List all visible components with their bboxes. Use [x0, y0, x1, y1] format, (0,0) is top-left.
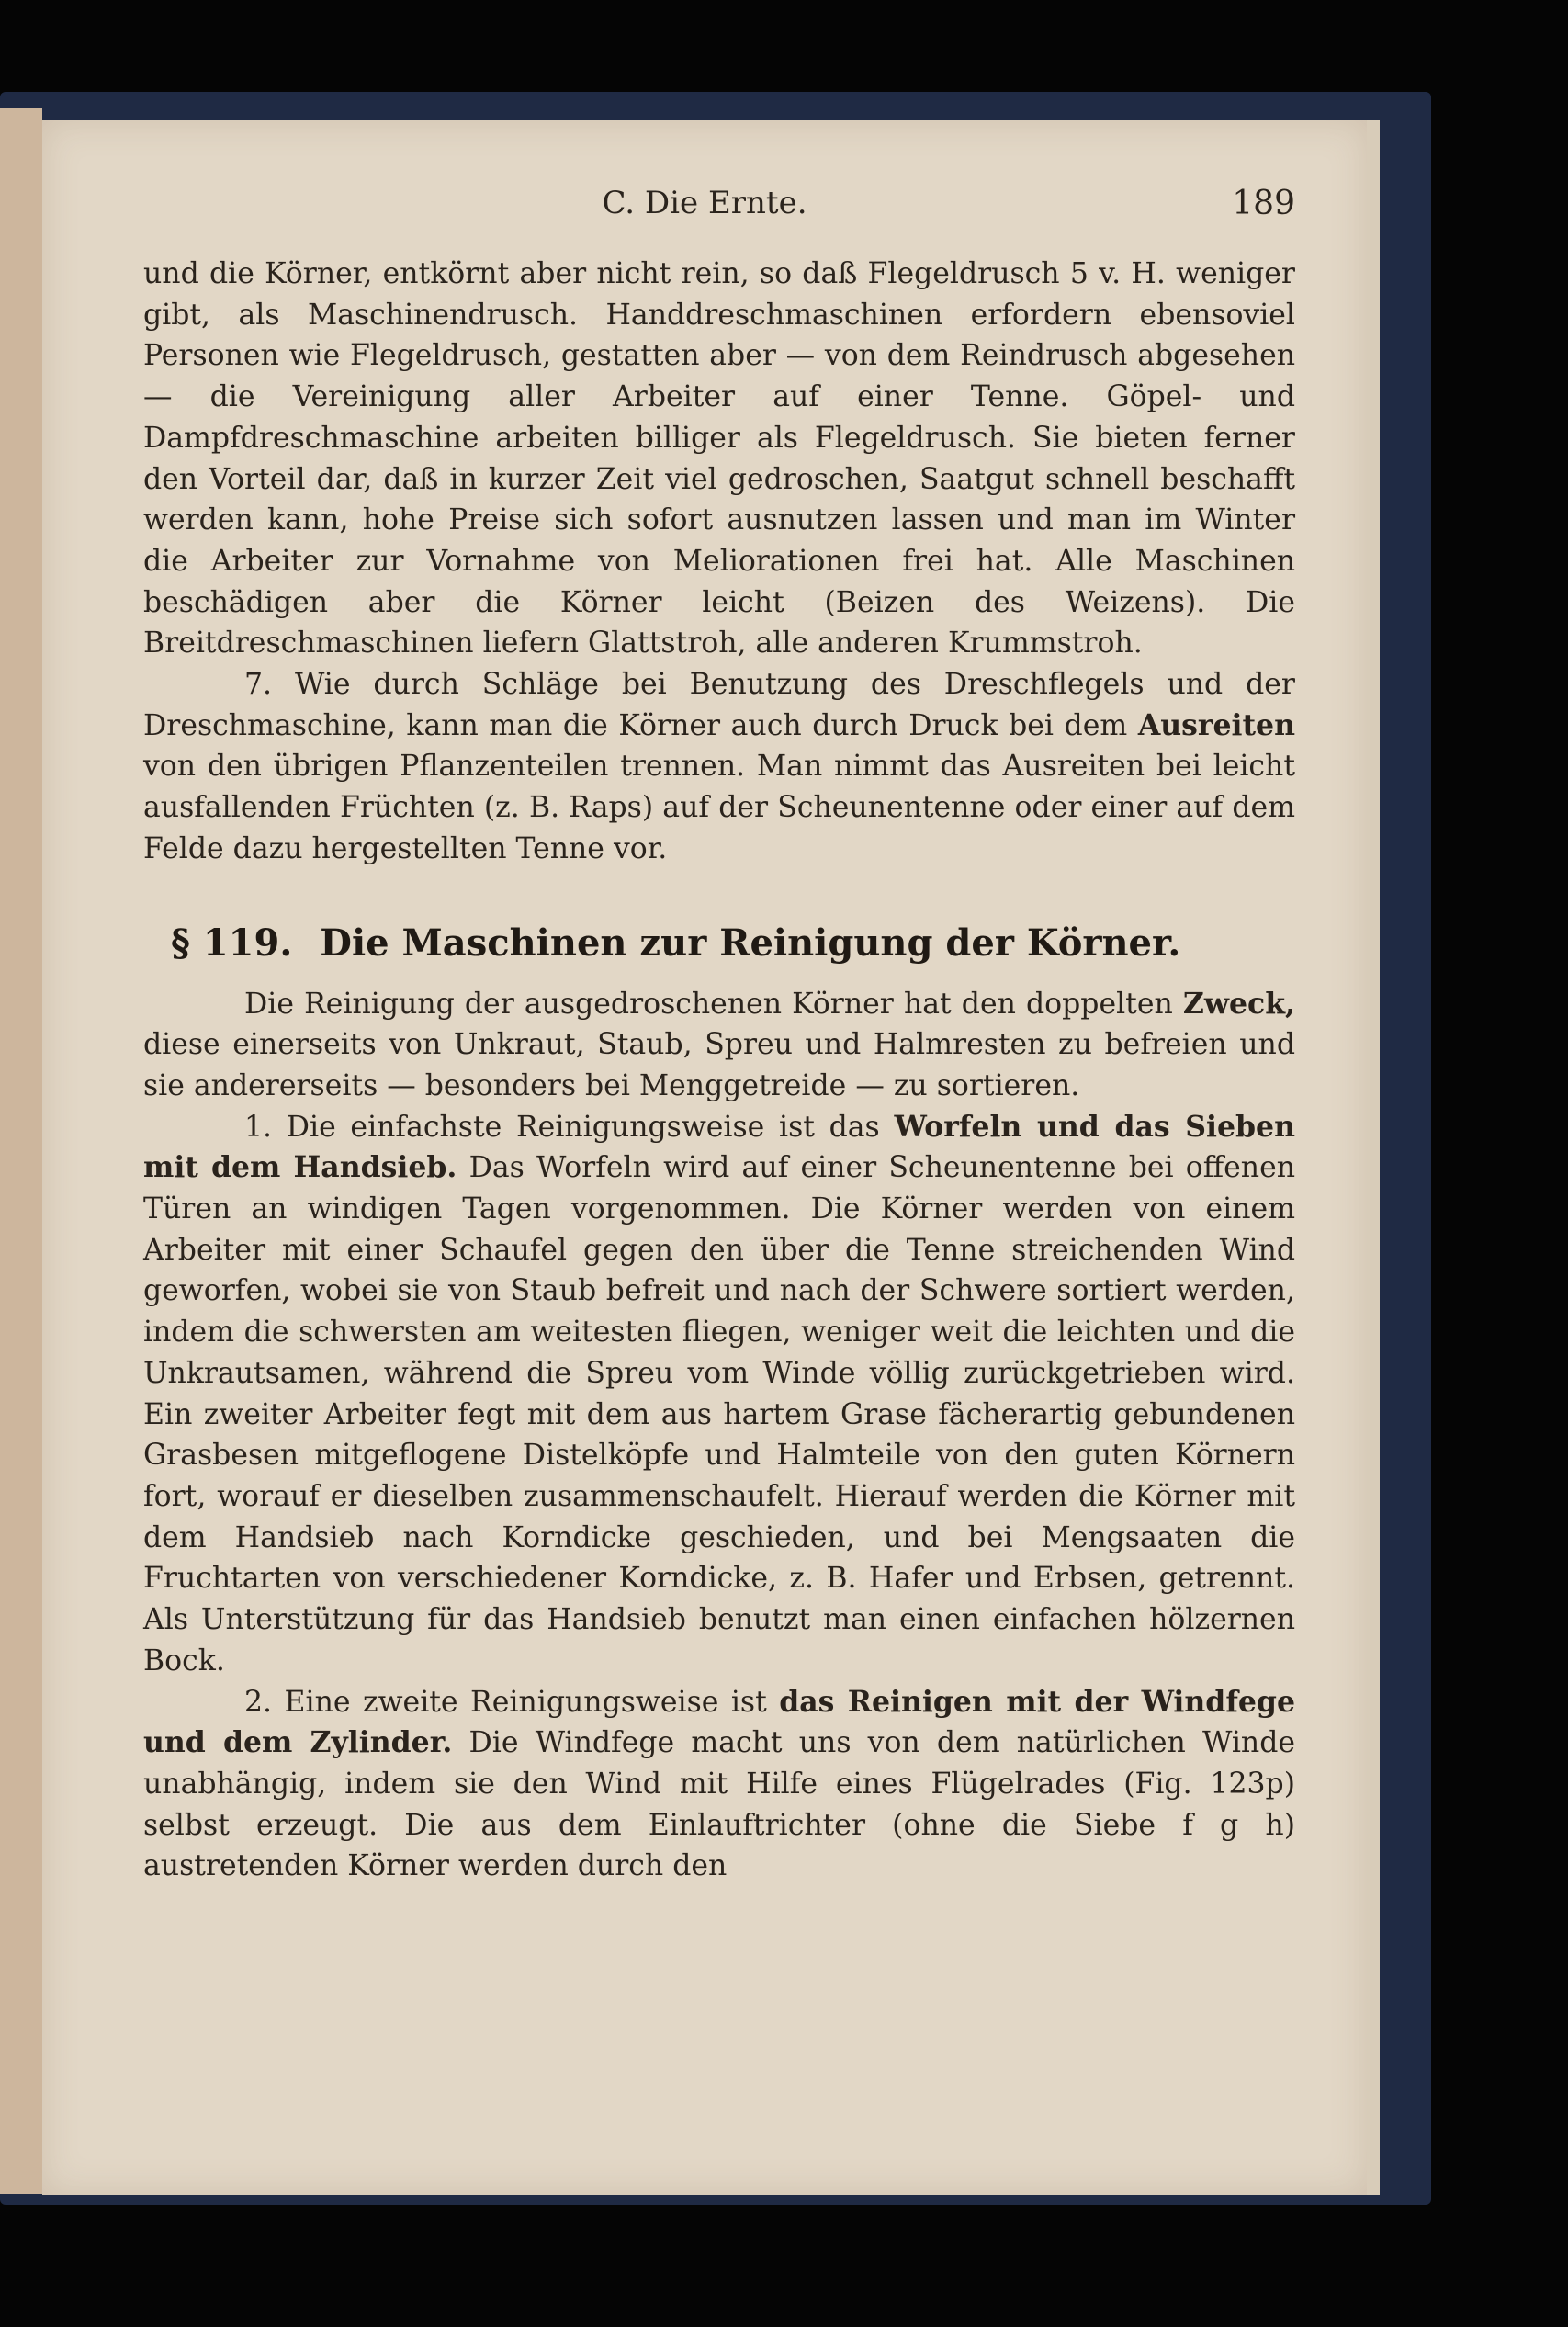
paragraph-3-emphasis: Zweck, — [1182, 986, 1295, 1021]
section-heading — [171, 920, 1295, 967]
paragraph-5-emphasis: das Reinigen mit der Windfege und dem Zylinder. — [143, 1684, 1295, 1760]
book-page — [42, 120, 1367, 2195]
paragraph-5-text-before: 2. Eine zweite Reinigungsweise ist — [244, 1685, 780, 1719]
paragraph-4-emphasis: Worfeln und das Sieben mit dem Handsieb. — [143, 1109, 1295, 1185]
paragraph-2-emphasis: Ausreiten — [1137, 707, 1295, 742]
running-head-title: C. Die Ernte. — [602, 185, 807, 221]
paragraph-2-text-after: von den übrigen Pflanzenteilen trennen. Man nimmt das Ausreiten bei leicht ausfallenden Früchten (z. B. Raps) auf der Scheunentenne oder einer auf dem Felde dazu hergestellten Tenne vor. — [143, 750, 1295, 865]
page-stack-edge — [1367, 120, 1380, 2195]
paragraph-3 — [143, 984, 1295, 1107]
paragraph-5-text-after: Die Windfege macht uns von dem natürlichen Winde unabhängig, indem sie den Wind mit Hilfe eines Flügelrades (Fig. 123p) selbst erzeugt. Die aus dem Einlauftrichter (ohne die Siebe f g h) austretenden Körner werden durch den — [143, 1726, 1295, 1883]
paragraph-2-text-before: 7. Wie durch Schläge bei Benutzung des Dreschflegels und der Dreschmaschine, kann man die Körner auch durch Druck bei dem — [143, 668, 1295, 742]
section-number: § 119. — [171, 921, 293, 965]
paragraph-4 — [143, 1107, 1295, 1682]
section-title: Die Maschinen zur Reinigung der Körner. — [320, 921, 1181, 965]
paragraph-3-text-before: Die Reinigung der ausgedroschenen Körner hat den doppelten — [244, 987, 1183, 1021]
paragraph-3-text-after: diese einerseits von Unkraut, Staub, Spreu und Halmresten zu befreien und sie andererseits — besonders bei Menggetreide — zu sortieren. — [143, 1028, 1295, 1102]
paragraph-1 — [143, 254, 1295, 664]
paragraph-4-text-after: Das Worfeln wird auf einer Scheunentenne bei offenen Türen an windigen Tagen vorgenommen. Die Körner werden von einem Arbeiter mit einer Schaufel gegen den über die Tenne streichenden Wind geworfen, wobei sie von Staub befreit und nach der Schwere sortiert werden, indem die schwersten am weitesten fliegen, weniger weit die leichten und die Unkrautsamen, während die Spreu vom Winde völlig zurückgetrieben wird. Ein zweiter Arbeiter fegt mit dem aus hartem Grase fächerartig gebundenen Grasbesen mitgeflogene Distelköpfe und Halmteile von den guten Körnern fort, worauf er dieselben zusammenschaufelt. Hierauf werden die Körner mit dem Handsieb nach Korndicke geschieden, und bei Mengsaaten die Fruchtarten von verschiedener Korndicke, z. B. Hafer und Erbsen, getrennt. Als Unterstützung für das Handsieb benutzt man einen einfachen hölzernen Bock. — [143, 1151, 1295, 1677]
paragraph-5 — [143, 1682, 1295, 1888]
previous-page-edge — [0, 108, 42, 2194]
paragraph-1-text: und die Körner, entkörnt aber nicht rein, so daß Flegeldrusch 5 v. H. weniger gibt, als Maschinendrusch. Handdreschmaschinen erfordern ebensoviel Personen wie Flegeldrusch, gestatten aber — von dem Reindrusch abgesehen — die Vereinigung aller Arbeiter auf einer Tenne. Göpel- und Dampfdreschmaschine arbeiten billiger als Flegeldrusch. Sie bieten ferner den Vorteil dar, daß in kurzer Zeit viel gedroschen, Saatgut schnell beschafft werden kann, hohe Preise sich sofort ausnutzen lassen und man im Winter die Arbeiter zur Vornahme von Meliorationen frei hat. Alle Maschinen beschädigen aber die Körner leicht (Beizen des Weizens). Die Breitdreschmaschinen liefern Glattstroh, alle anderen Krummstroh. — [143, 257, 1295, 661]
body-text — [143, 254, 1295, 1887]
paragraph-4-text-before: 1. Die einfachste Reinigungsweise ist das — [244, 1110, 895, 1144]
running-head — [42, 185, 1367, 240]
paragraph-2 — [143, 664, 1295, 870]
page-number: 189 — [1232, 185, 1295, 222]
